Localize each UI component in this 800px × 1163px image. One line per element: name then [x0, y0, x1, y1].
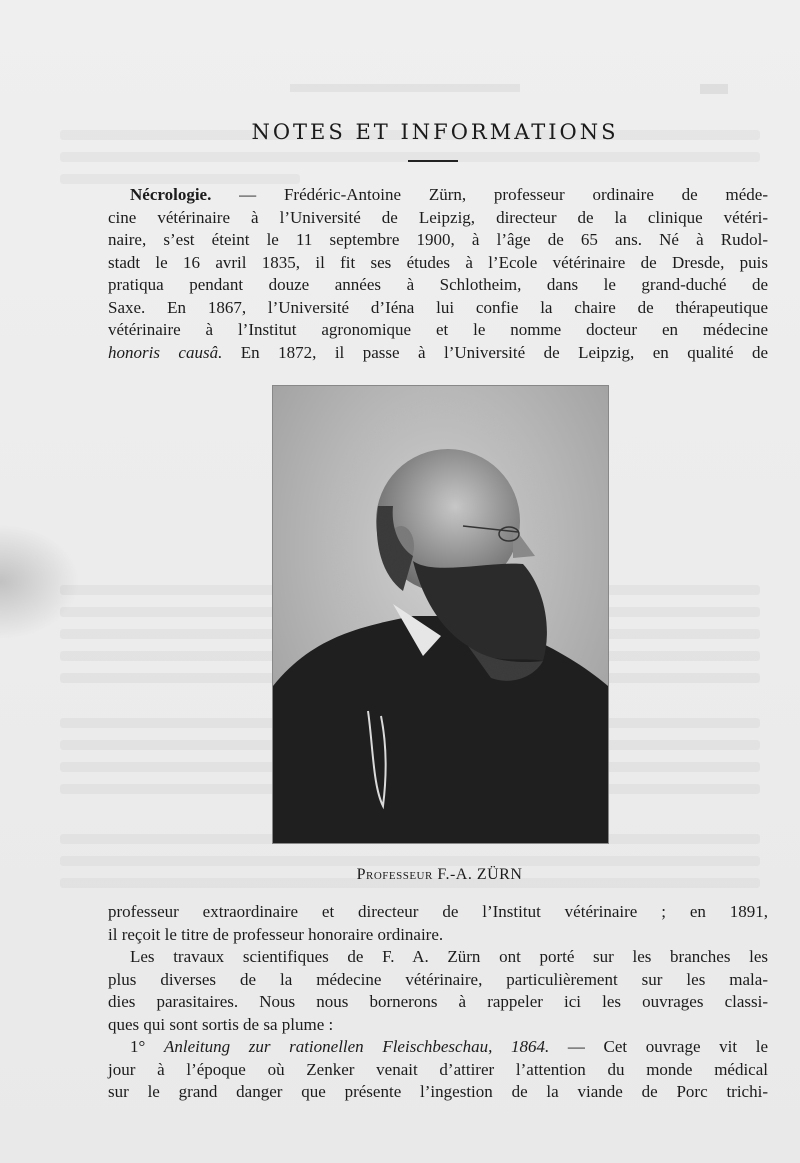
- bleed-through-page-number: [700, 84, 728, 94]
- photo-caption: Professeur F.-A. ZÜRN: [356, 866, 523, 883]
- text-line: vétérinaire à l’Institut agronomique et le nomme docteur en médecine: [108, 320, 768, 339]
- portrait-illustration: [273, 386, 608, 843]
- portrait-photo: [272, 385, 609, 844]
- text-line: honoris causâ. En 1872, il passe à l’Université de Leipzig, en qualité de: [108, 342, 768, 362]
- text-line: pratiqua pendant douze années à Schlotheim, dans le grand-duché de: [108, 275, 768, 294]
- bleed-through-running-head: [290, 84, 520, 92]
- text-line: dies parasitaires. Nous nous bornerons à rappeler ici les ouvrages classi-: [108, 992, 768, 1011]
- text-line: jour à l’époque où Zenker venait d’attirer l’attention du monde médical: [108, 1059, 768, 1079]
- text-line: Saxe. En 1867, l’Université d’Iéna lui confie la chaire de thérapeutique: [108, 297, 768, 317]
- text-line: naire, s’est éteint le 11 septembre 1900, à l’âge de 65 ans. Né à Rudol-: [108, 230, 768, 249]
- text-line: sur le grand danger que présente l’ingestion de la viande de Porc trichi-: [108, 1082, 768, 1101]
- text-line: Nécrologie. — Frédéric-Antoine Zürn, professeur ordinaire de méde-: [130, 185, 768, 204]
- text-line: ques qui sont sortis de sa plume :: [108, 1014, 334, 1034]
- text-line: Les travaux scientifiques de F. A. Zürn ont porté sur les branches les: [130, 947, 768, 966]
- bleed-through-line: [60, 174, 300, 184]
- text-line: cine vétérinaire à l’Université de Leipzig, directeur de la clinique vétéri-: [108, 207, 768, 227]
- bleed-through-line: [60, 856, 760, 866]
- text-line: 1° Anleitung zur rationellen Fleischbeschau, 1864. — Cet ouvrage vit le: [130, 1037, 769, 1056]
- obituary-lead: Nécrologie.: [130, 185, 212, 204]
- text-line: plus diverses de la médecine vétérinaire, particulièrement sur les mala-: [108, 969, 768, 989]
- work-title: Anleitung zur rationellen Fleischbeschau, 1864.: [163, 1037, 550, 1056]
- article-text-top: [108, 184, 768, 364]
- text-line: il reçoit le titre de professeur honoraire ordinaire.: [108, 924, 444, 944]
- text-line: professeur extraordinaire et directeur de l’Institut vétérinaire ; en 1891,: [108, 902, 768, 921]
- article-text-bottom: [108, 901, 768, 1104]
- section-heading: NOTES ET INFORMATIONS: [251, 120, 619, 144]
- heading-rule: [408, 160, 458, 162]
- text-line: stadt le 16 avril 1835, il fit ses études à l’Ecole vétérinaire de Dresde, puis: [108, 252, 768, 272]
